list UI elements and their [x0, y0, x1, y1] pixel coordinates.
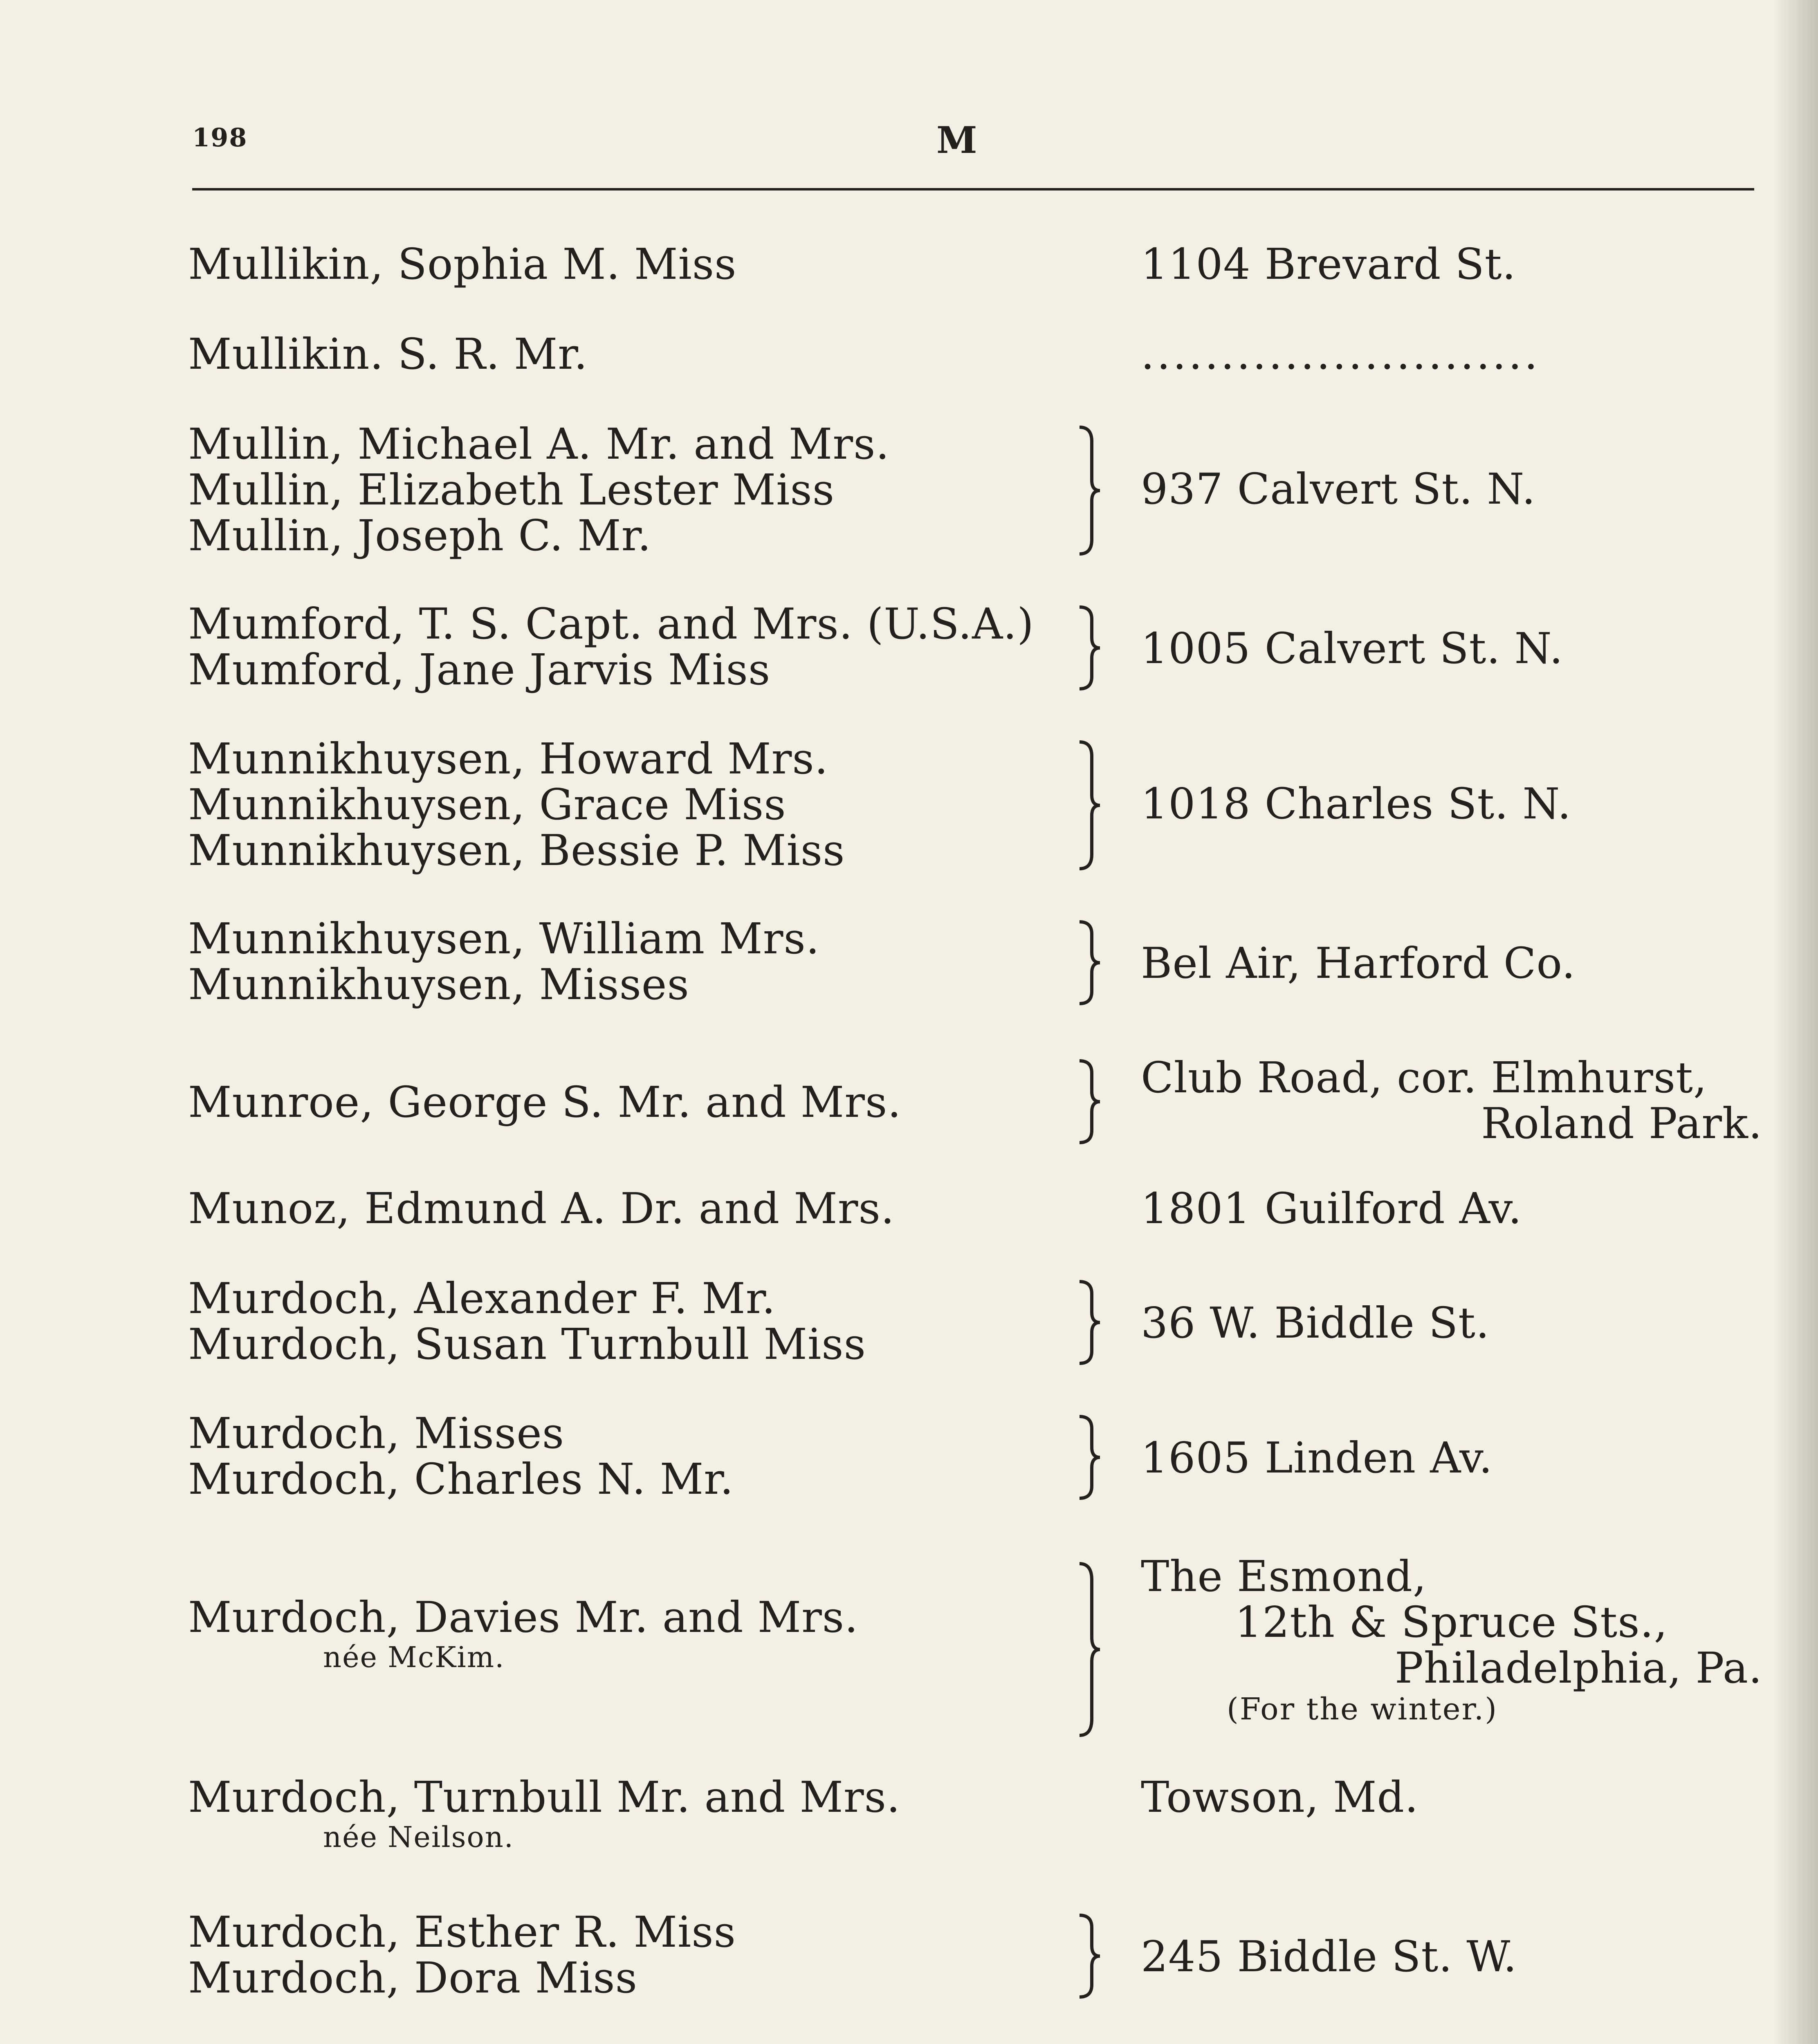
grouping-brace: [1075, 425, 1104, 556]
address-line: 1104 Brevard St.: [1141, 239, 1516, 289]
resident-name: Mullin, Elizabeth Lester Miss: [188, 465, 835, 515]
grouping-brace: [1075, 1414, 1104, 1500]
page-number: 198: [192, 123, 248, 152]
letter-heading: M: [936, 119, 977, 162]
grouping-brace: [1075, 920, 1104, 1006]
maiden-name-note: née McKim.: [323, 1641, 505, 1674]
page-edge-shadow: [1773, 0, 1818, 2044]
address-line: 1605 Linden Av.: [1141, 1433, 1493, 1483]
address-line: Towson, Md.: [1141, 1772, 1419, 1822]
address-line: 1005 Calvert St. N.: [1141, 623, 1563, 673]
address-placeholder-dots: .........................: [1141, 329, 1540, 379]
address-line: Philadelphia, Pa.: [1394, 1643, 1762, 1693]
header-rule: [192, 188, 1754, 191]
resident-name: Murdoch, Susan Turnbull Miss: [188, 1319, 866, 1369]
resident-name: Murdoch, Davies Mr. and Mrs.: [188, 1592, 859, 1642]
grouping-brace: [1075, 1280, 1104, 1365]
maiden-name-note: née Neilson.: [323, 1820, 514, 1854]
grouping-brace: [1075, 605, 1104, 691]
resident-name: Mullikin, Sophia M. Miss: [188, 239, 737, 289]
address-line: 12th & Spruce Sts.,: [1235, 1597, 1668, 1647]
resident-name: Munnikhuysen, Grace Miss: [188, 780, 786, 829]
grouping-brace: [1075, 1059, 1104, 1145]
address-line: Bel Air, Harford Co.: [1141, 938, 1576, 988]
resident-name: Murdoch, Charles N. Mr.: [188, 1454, 734, 1504]
resident-name: Mumford, T. S. Capt. and Mrs. (U.S.A.): [188, 599, 1034, 649]
resident-name: Munnikhuysen, Bessie P. Miss: [188, 825, 845, 875]
address-line: 1801 Guilford Av.: [1141, 1183, 1522, 1233]
resident-name: Munoz, Edmund A. Dr. and Mrs.: [188, 1183, 895, 1233]
resident-name: Murdoch, Misses: [188, 1408, 565, 1458]
resident-name: Murdoch, Alexander F. Mr.: [188, 1273, 776, 1323]
grouping-brace: [1075, 1913, 1104, 1999]
resident-name: Murdoch, Esther R. Miss: [188, 1907, 736, 1957]
address-line: 245 Biddle St. W.: [1141, 1932, 1517, 1981]
resident-name: Munnikhuysen, Howard Mrs.: [188, 734, 828, 784]
address-line: The Esmond,: [1141, 1551, 1427, 1601]
resident-name: Mullin, Joseph C. Mr.: [188, 511, 652, 560]
resident-name: Mumford, Jane Jarvis Miss: [188, 645, 771, 695]
address-line: 937 Calvert St. N.: [1141, 464, 1536, 514]
grouping-brace: [1075, 1562, 1104, 1737]
address-line: 1018 Charles St. N.: [1141, 779, 1571, 829]
resident-name: Munnikhuysen, William Mrs.: [188, 914, 820, 964]
address-line: Roland Park.: [1481, 1098, 1762, 1148]
grouping-brace: [1075, 740, 1104, 871]
resident-name: Munnikhuysen, Misses: [188, 959, 689, 1009]
resident-name: Murdoch, Turnbull Mr. and Mrs.: [188, 1772, 901, 1822]
address-line: 36 W. Biddle St.: [1141, 1298, 1490, 1348]
resident-name: Murdoch, Dora Miss: [188, 1953, 637, 2003]
address-note: (For the winter.): [1227, 1692, 1498, 1727]
resident-name: Munroe, George S. Mr. and Mrs.: [188, 1077, 902, 1127]
resident-name: Mullin, Michael A. Mr. and Mrs.: [188, 419, 890, 469]
address-line: Club Road, cor. Elmhurst,: [1141, 1053, 1708, 1103]
resident-name: Mullikin. S. R. Mr.: [188, 329, 588, 379]
